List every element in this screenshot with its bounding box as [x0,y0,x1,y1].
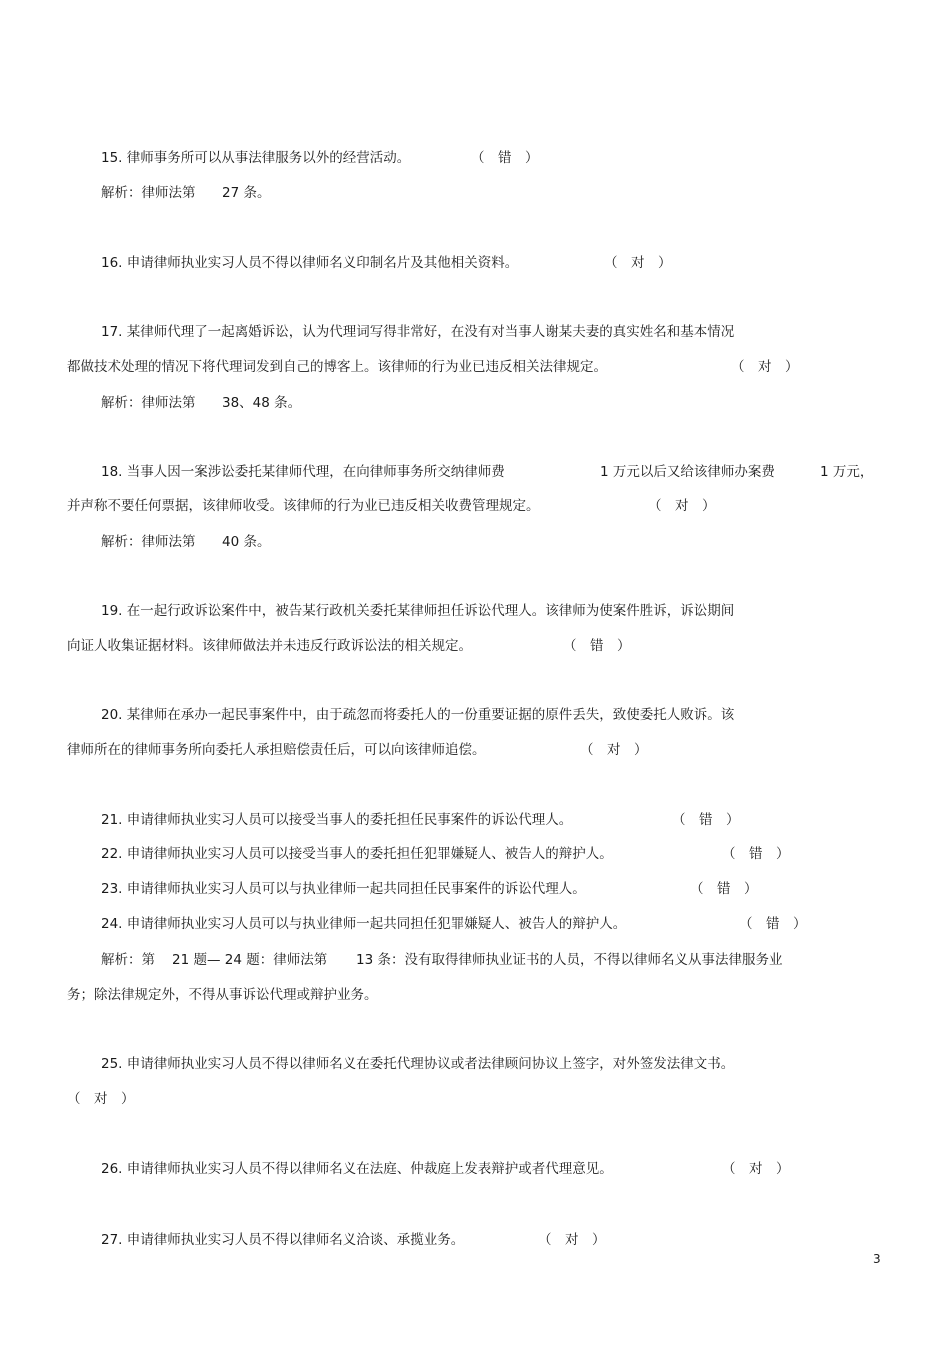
question-text: 24. 申请律师执业实习人员可以与执业律师一起共同担任犯罪嫌疑人、被告人的辩护人。 [101,916,627,932]
analysis-ref: 21 题— 24 题：律师法第 [172,952,328,968]
question-text: 25. 申请律师执业实习人员不得以律师名义在委托代理协议或者法律顾问协议上签字，对外签发法律文书。 [101,1056,735,1072]
question-text: 22. 申请律师执业实习人员可以接受当事人的委托担任犯罪嫌疑人、被告人的辩护人。 [101,846,613,862]
answer-mark: （ 错 ） [722,846,790,862]
answer-mark: （ 对 ） [604,255,672,271]
answer-mark: （ 错 ） [672,812,740,828]
answer-mark: （ 对 ） [722,1161,790,1177]
answer-mark: （ 对 ） [731,359,799,375]
question-text: 15. 律师事务所可以从事法律服务以外的经营活动。 [101,150,411,166]
question-text: 并声称不要任何票据，该律师收受。该律师的行为业已违反相关收费管理规定。 [67,498,540,514]
answer-mark: （ 错 ） [563,638,631,654]
question-text: 1 万元， [820,464,874,480]
question-text: 17. 某律师代理了一起离婚诉讼，认为代理词写得非常好，在没有对当事人谢某夫妻的真实姓名和基本情况 [101,324,735,340]
answer-mark: （ 对 ） [538,1232,606,1248]
question-text: 27. 申请律师执业实习人员不得以律师名义洽谈、承揽业务。 [101,1232,465,1248]
analysis-label: 解析：律师法第 [101,185,196,201]
answer-mark: （ 对 ） [67,1091,135,1107]
analysis-text: 13 条：没有取得律师执业证书的人员，不得以律师名义从事法律服务业 [356,952,783,968]
question-text: 21. 申请律师执业实习人员可以接受当事人的委托担任民事案件的诉讼代理人。 [101,812,573,828]
answer-mark: （ 错 ） [471,150,539,166]
question-text: 向证人收集证据材料。该律师做法并未违反行政诉讼法的相关规定。 [67,638,472,654]
question-text: 19. 在一起行政诉讼案件中，被告某行政机关委托某律师担任诉讼代理人。该律师为使案件胜诉，诉讼期间 [101,603,735,619]
answer-mark: （ 对 ） [648,498,716,514]
answer-mark: （ 对 ） [580,742,648,758]
page-number: 3 [873,1252,881,1266]
analysis-ref: 40 条。 [222,534,271,550]
question-text: 律师所在的律师事务所向委托人承担赔偿责任后，可以向该律师追偿。 [67,742,486,758]
analysis-text: 务；除法律规定外，不得从事诉讼代理或辩护业务。 [67,987,378,1003]
question-text: 23. 申请律师执业实习人员可以与执业律师一起共同担任民事案件的诉讼代理人。 [101,881,586,897]
answer-mark: （ 错 ） [739,916,807,932]
analysis-ref: 27 条。 [222,185,271,201]
answer-mark: （ 错 ） [690,881,758,897]
question-text: 16. 申请律师执业实习人员不得以律师名义印制名片及其他相关资料。 [101,255,519,271]
analysis-label: 解析：律师法第 [101,395,196,411]
question-text: 20. 某律师在承办一起民事案件中，由于疏忽而将委托人的一份重要证据的原件丢失，致使委托人败诉。该 [101,707,735,723]
question-text: 都做技术处理的情况下将代理词发到自己的博客上。该律师的行为业已违反相关法律规定。 [67,359,607,375]
analysis-label: 解析：律师法第 [101,534,196,550]
analysis-ref: 38、48 条。 [222,395,302,411]
analysis-label: 解析：第 [101,952,155,968]
question-text: 1 万元以后又给该律师办案费 [600,464,775,480]
question-text: 18. 当事人因一案涉讼委托某律师代理，在向律师事务所交纳律师费 [101,464,505,480]
question-text: 26. 申请律师执业实习人员不得以律师名义在法庭、仲裁庭上发表辩护或者代理意见。 [101,1161,613,1177]
